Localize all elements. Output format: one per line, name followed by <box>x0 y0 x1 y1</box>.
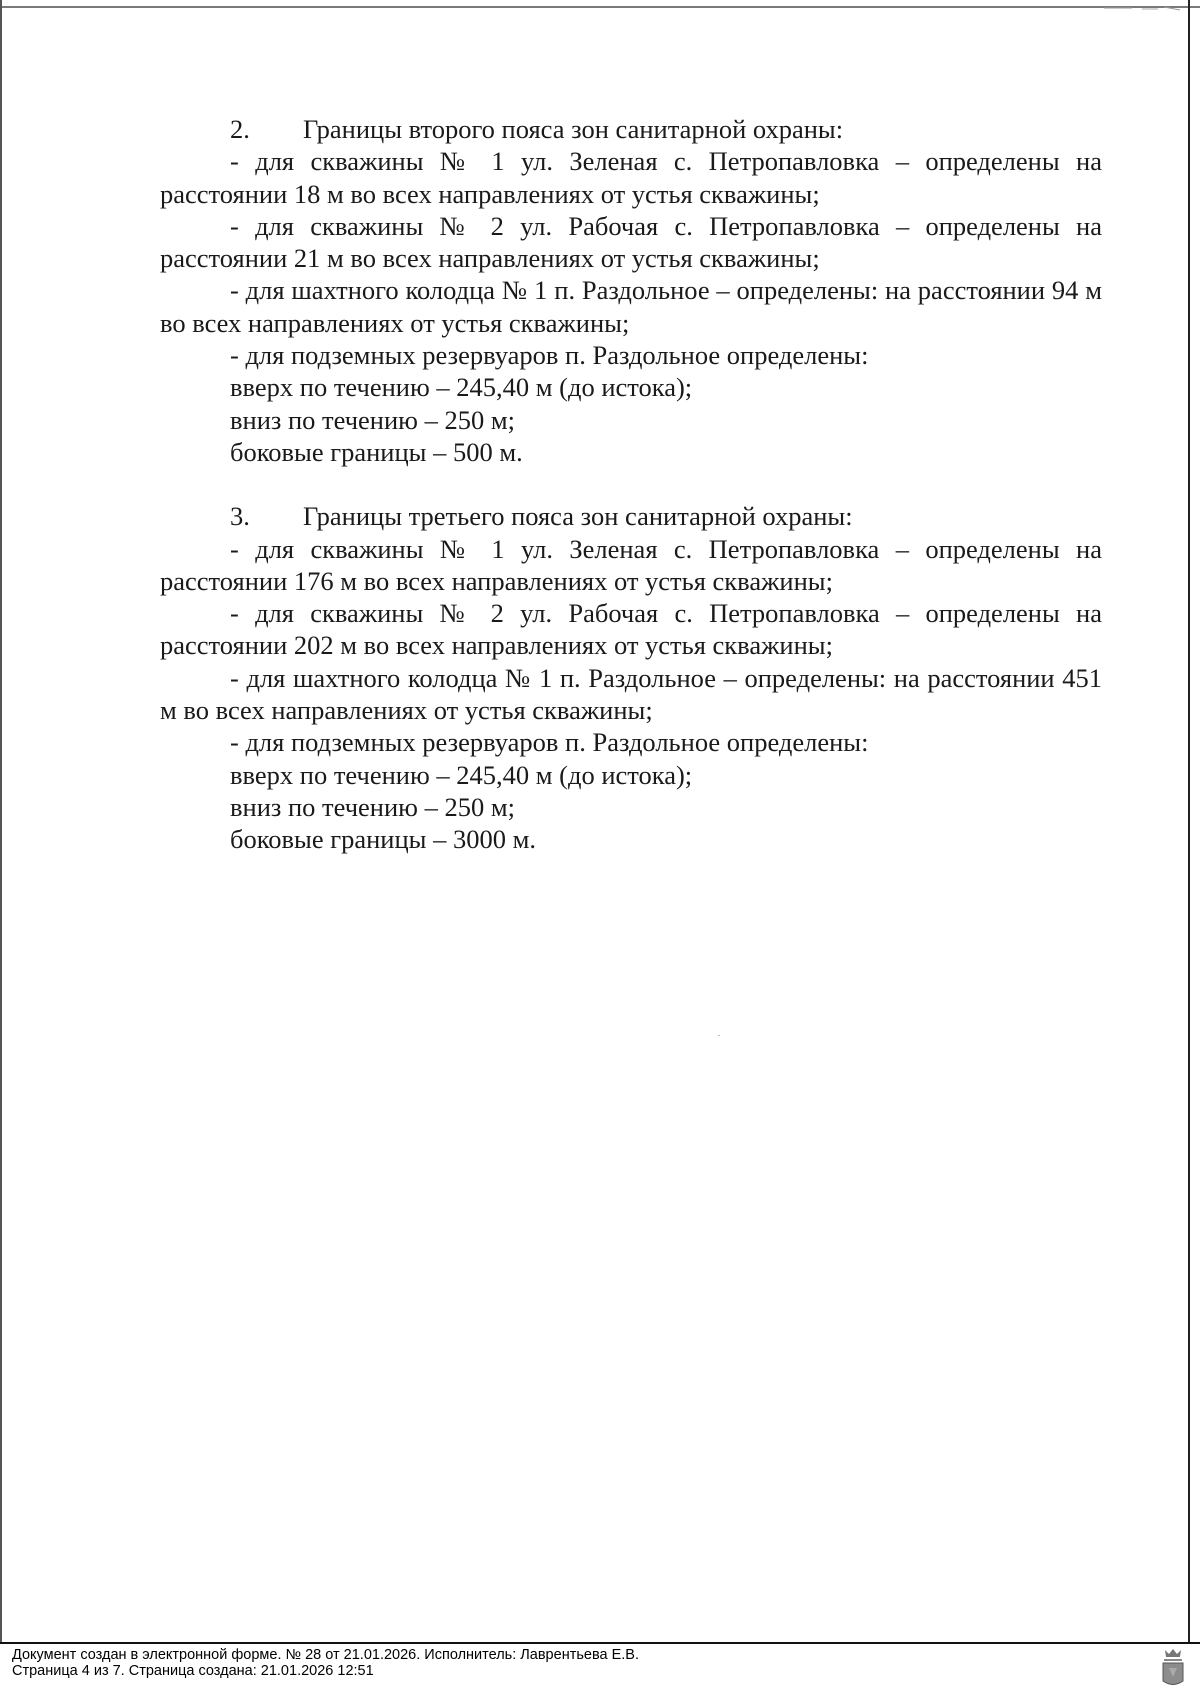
section-3-title: Границы третьего пояса зон санитарной охраны: <box>303 501 853 532</box>
scan-right-edge <box>1188 0 1190 1642</box>
section-3-reservoirs-intro: - для подземных резервуаров п. Раздольное определены: <box>230 727 869 758</box>
document-body <box>160 113 1102 856</box>
scan-top-edge <box>0 6 1200 8</box>
section-2-upstream: вверх по течению – 245,40 м (до истока); <box>230 372 693 403</box>
section-gap <box>160 468 1102 500</box>
section-2-item-well-1: - для скважины № 1 ул. Зеленая с. Петропавловка – определены на расстоянии 18 м во всех направлениях от устья скважины; <box>160 146 1102 209</box>
section-3-downstream: вниз по течению – 250 м; <box>230 791 515 822</box>
scan-speck <box>718 1035 720 1036</box>
section-2-item-shaft-well: - для шахтного колодца № 1 п. Раздольное – определены: на расстоянии 94 м во всех направлениях от устья скважины; <box>160 275 1102 338</box>
section-2-heading <box>160 113 1102 145</box>
section-3-side-borders: боковые границы – 3000 м. <box>230 824 536 855</box>
section-3-number: 3. <box>230 501 250 532</box>
footer-document-info: Документ создан в электронной форме. № 28 от 21.01.2026. Исполнитель: Лаврентьева Е.В. <box>12 1647 639 1663</box>
section-3-item-well-2: - для скважины № 2 ул. Рабочая с. Петропавловка – определены на расстоянии 202 м во всех направлениях от устья скважины; <box>160 598 1102 661</box>
scan-noise <box>1102 4 1182 14</box>
section-2-reservoirs-intro: - для подземных резервуаров п. Раздольное определены: <box>230 340 869 371</box>
section-3-heading <box>160 500 1102 532</box>
section-2-title: Границы второго пояса зон санитарной охраны: <box>303 114 844 144</box>
section-3-item-well-1: - для скважины № 1 ул. Зеленая с. Петропавловка – определены на расстоянии 176 м во всех направлениях от устья скважины; <box>160 533 1102 596</box>
section-3-item-shaft-well: - для шахтного колодца № 1 п. Раздольное – определены: на расстоянии 451 м во всех направлениях от устья скважины; <box>160 662 1102 726</box>
section-2-item-well-2: - для скважины № 2 ул. Рабочая с. Петропавловка – определены на расстоянии 21 м во всех направлениях от устья скважины; <box>160 210 1102 274</box>
footer-page-info: Страница 4 из 7. Страница создана: 21.01.2026 12:51 <box>12 1663 374 1679</box>
section-2-side-borders: боковые границы – 500 м. <box>230 436 523 467</box>
section-2-downstream: вниз по течению – 250 м; <box>230 404 515 435</box>
section-3-upstream: вверх по течению – 245,40 м (до истока); <box>230 759 693 790</box>
footer-divider <box>0 1642 1200 1644</box>
footer <box>12 1647 639 1679</box>
scan-left-edge <box>0 0 2 1642</box>
coat-of-arms-icon <box>1160 1648 1186 1688</box>
section-2-number: 2. <box>230 114 250 144</box>
